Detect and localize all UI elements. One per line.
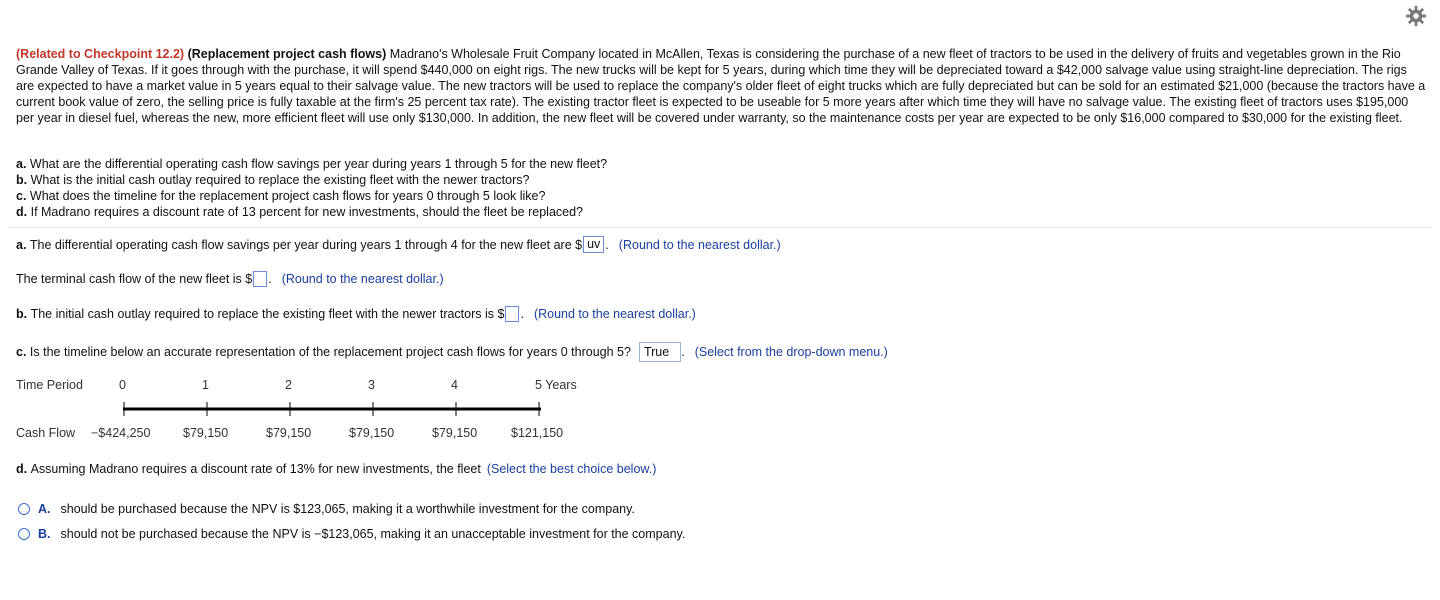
option-b[interactable]: B. should not be purchased because the NPV is −$123,065, making it an unacceptable investment for the company.	[18, 527, 685, 541]
option-a[interactable]: A. should be purchased because the NPV is $123,065, making it a worthwhile investment for the company.	[18, 502, 635, 516]
radio-button[interactable]	[18, 528, 30, 540]
problem-title: (Replacement project cash flows)	[187, 47, 387, 61]
cash-flow-label: Cash Flow	[16, 426, 76, 440]
cash-flow-2: $79,150	[266, 426, 312, 440]
cash-flow-3: $79,150	[349, 426, 395, 440]
answer-a-row: a. The differential operating cash flow savings per year during years 1 through 4 for the new fleet are $ uv . (Round to the nearest dollar.)	[16, 237, 781, 252]
cash-flow-0: −$424,250	[91, 426, 151, 440]
problem-statement	[16, 46, 1426, 126]
question-c: c. What does the timeline for the replacement project cash flows for years 0 through 5 look like?	[16, 189, 546, 203]
answer-terminal-row: The terminal cash flow of the new fleet is $ . (Round to the nearest dollar.)	[16, 272, 444, 286]
answer-d-row: d. Assuming Madrano requires a discount rate of 13% for new investments, the fleet (Select the best choice below.)	[16, 462, 657, 476]
rounding-hint: (Round to the nearest dollar.)	[618, 237, 781, 252]
question-d: d. If Madrano requires a discount rate of 13 percent for new investments, should the fleet be replaced?	[16, 205, 583, 219]
period-3: 3	[368, 378, 375, 392]
radio-button[interactable]	[18, 503, 30, 515]
period-1: 1	[202, 378, 209, 392]
dropdown-hint: (Select from the drop-down menu.)	[694, 345, 888, 359]
answer-b-row: b. The initial cash outlay required to replace the existing fleet with the newer tractors is $ . (Round to the nearest dollar.)	[16, 307, 696, 321]
period-5: 5 Years	[535, 378, 577, 392]
related-checkpoint-label: (Related to Checkpoint 12.2)	[16, 47, 185, 61]
cash-flow-1: $79,150	[183, 426, 229, 440]
choice-hint: (Select the best choice below.)	[486, 462, 657, 476]
problem-body: Madrano's Wholesale Fruit Company located in McAllen, Texas is considering the purchase of a new fleet of tractors to be used in the delivery of fruits and vegetables grown in the Rio Grande Valley of Texas. If it goes through with the purchase, it will spend $440,000 on eight rigs. The new trucks will be kept for 5 years, during which time they will be depreciated toward a $42,000 salvage value using straight-line depreciation. The rigs are expected to have a market value in 5 years equal to their salvage value. The new tractors will be used to replace the company's older fleet of eight trucks which are fully depreciated but can be sold for an estimated $21,000 (because the tractors have a current book value of zero, the selling price is fully taxable at the firm's 25 percent tax rate). The existing tractor fleet is expected to be useable for 5 more years after which time they will have no salvage value. The existing fleet of tractors uses $195,000 per year in diesel fuel, whereas the new, more efficient fleet will use only $130,000. In addition, the new fleet will be covered under warranty, so the maintenance costs per year are expected to be only $16,000 compared to $30,000 for the existing fleet.	[16, 47, 1426, 125]
gear-icon[interactable]	[1405, 5, 1427, 27]
answer-c-row: c. Is the timeline below an accurate representation of the replacement project cash flows for years 0 through 5? True . (Select from the drop-down menu.)	[16, 342, 888, 362]
terminal-cash-flow-input[interactable]	[253, 271, 267, 287]
rounding-hint: (Round to the nearest dollar.)	[533, 307, 696, 321]
rounding-hint: (Round to the nearest dollar.)	[281, 272, 444, 286]
operating-savings-input[interactable]: uv	[583, 236, 604, 253]
period-4: 4	[451, 378, 458, 392]
period-2: 2	[285, 378, 292, 392]
time-period-label: Time Period	[16, 378, 83, 392]
question-a: a. What are the differential operating cash flow savings per year during years 1 through 5 for the new fleet?	[16, 157, 608, 171]
timeline-axis	[122, 400, 542, 418]
cash-flow-5: $121,150	[511, 426, 564, 440]
divider	[8, 227, 1432, 228]
question-list	[16, 156, 607, 220]
timeline-accuracy-dropdown[interactable]: True	[639, 342, 681, 362]
question-b: b. What is the initial cash outlay required to replace the existing fleet with the newer tractors?	[16, 173, 530, 187]
cash-flow-4: $79,150	[432, 426, 478, 440]
initial-outlay-input[interactable]	[505, 306, 519, 322]
period-0: 0	[119, 378, 126, 392]
